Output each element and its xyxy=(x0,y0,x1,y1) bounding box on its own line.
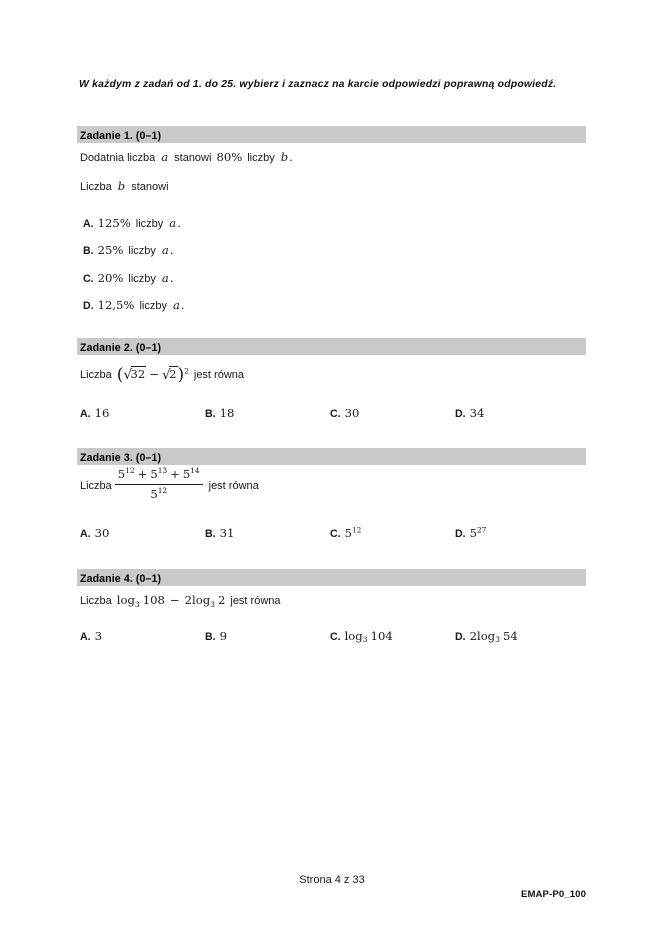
task-1-option-c[interactable] xyxy=(80,271,586,285)
task-3-options xyxy=(80,526,586,542)
sqrt-2: √2 xyxy=(162,366,177,383)
task-1-title: Zadanie 1. (0–1) xyxy=(80,129,162,142)
task-2-option-c[interactable] xyxy=(330,406,359,420)
task-3-option-c[interactable] xyxy=(330,526,361,540)
task-1-stem-period: . xyxy=(289,149,293,164)
task-2-stem-tail: jest równa xyxy=(193,369,245,382)
option-letter: D. xyxy=(455,528,466,541)
task-1-stem-lead: Dodatnia liczba xyxy=(80,151,156,164)
option-letter: B. xyxy=(205,630,216,643)
option-value: 3 xyxy=(94,628,102,643)
minus-operator: − xyxy=(149,367,160,382)
task-2-title: Zadanie 2. (0–1) xyxy=(80,342,162,355)
task-4-option-b[interactable] xyxy=(205,629,227,643)
option-letter: C. xyxy=(330,407,341,420)
option-tail: liczby xyxy=(135,217,164,230)
option-value: 30 xyxy=(94,526,110,541)
open-paren: ( xyxy=(116,365,124,386)
option-period: . xyxy=(180,298,185,313)
task-2-options xyxy=(80,406,586,422)
option-value: 16 xyxy=(94,405,110,420)
footer-page-number: Strona 4 z 33 xyxy=(299,874,365,886)
option-value: 30 xyxy=(344,405,360,420)
minus-operator: − xyxy=(169,593,180,608)
instruction-text: W każdym z zadań od 1. do 25. wybierz i zaznacz na karcie odpowiedzi poprawną odpowiedź. xyxy=(79,79,557,90)
option-log: $\log_3 104$ xyxy=(344,628,393,645)
task-1-variable-a: a xyxy=(161,149,169,164)
task-1-stem-mid: stanowi xyxy=(174,151,212,164)
option-exponent: 12 xyxy=(351,525,362,535)
task-1-stem2-variable: b xyxy=(117,179,126,194)
task-1-stem-line2 xyxy=(80,178,586,196)
option-period: . xyxy=(169,270,174,285)
option-letter: B. xyxy=(205,528,216,541)
task-1-body xyxy=(77,143,586,313)
option-letter: A. xyxy=(80,407,91,420)
task-4-options xyxy=(80,629,586,645)
option-letter: D. xyxy=(455,630,466,643)
task-4-stem xyxy=(80,592,586,610)
task-1-header-bar xyxy=(77,126,586,143)
task-2-body xyxy=(77,355,586,422)
task-1-option-d[interactable] xyxy=(80,298,586,312)
task-4-option-d[interactable] xyxy=(455,629,518,643)
option-log: $2\log_3$ 54 xyxy=(469,628,518,645)
log-term-2: $2\log_3$ 2 xyxy=(184,593,226,609)
option-tail: liczby xyxy=(139,300,167,313)
task-4-option-a[interactable] xyxy=(80,629,102,643)
option-value: 125% xyxy=(97,215,131,230)
task-2 xyxy=(77,338,586,422)
task-4-body xyxy=(77,586,586,645)
option-period: . xyxy=(169,243,174,258)
option-letter: D. xyxy=(83,300,94,313)
task-1-option-a[interactable] xyxy=(80,216,586,230)
task-2-option-d[interactable] xyxy=(455,406,484,420)
task-3-body xyxy=(77,465,586,543)
close-paren: ) xyxy=(177,365,185,386)
option-letter: C. xyxy=(83,272,94,285)
task-2-option-a[interactable] xyxy=(80,406,109,420)
option-value: 5 xyxy=(344,526,352,541)
task-3-stem-tail: jest równa xyxy=(208,479,259,492)
task-2-option-b[interactable] xyxy=(205,406,234,420)
task-3 xyxy=(77,448,586,543)
option-variable: a xyxy=(169,215,177,230)
option-value: 25% xyxy=(97,243,124,258)
option-value: 20% xyxy=(97,270,124,285)
task-4-stem-lead: Liczba xyxy=(80,595,112,608)
option-value: 31 xyxy=(219,526,235,541)
option-tail: liczby xyxy=(128,245,156,258)
task-3-header-bar xyxy=(77,448,586,465)
option-value: 5 xyxy=(469,526,477,541)
option-letter: A. xyxy=(80,528,91,541)
task-3-option-b[interactable] xyxy=(205,526,234,540)
task-4 xyxy=(77,569,586,645)
option-variable: a xyxy=(161,243,169,258)
option-variable: a xyxy=(161,270,169,285)
task-3-stem xyxy=(80,467,586,505)
option-value: 18 xyxy=(219,405,235,420)
task-1-option-b[interactable] xyxy=(80,243,586,257)
footer-exam-code: EMAP-P0_100 xyxy=(520,889,586,900)
task-4-option-c[interactable] xyxy=(330,629,393,643)
option-letter: C. xyxy=(330,528,341,541)
exponent: 2 xyxy=(184,366,189,376)
task-1-stem-of: liczby xyxy=(247,151,275,164)
option-value: 34 xyxy=(469,405,485,420)
log-term-1: $\log_3 108$ xyxy=(116,593,165,609)
task-1-percent: 80% xyxy=(216,149,243,164)
task-1-stem xyxy=(80,149,586,167)
task-4-header-bar xyxy=(77,569,586,586)
option-value: 9 xyxy=(219,628,227,643)
fraction-denominator: $5^{12}$ xyxy=(150,486,168,501)
option-letter: A. xyxy=(80,630,91,643)
sqrt-32: √32 xyxy=(123,366,146,383)
task-1 xyxy=(77,126,586,313)
option-letter: B. xyxy=(83,245,94,258)
fraction-numerator: $5^{12} + 5^{13} + 5^{14}$ xyxy=(115,466,203,485)
option-value: 12,5% xyxy=(97,298,135,313)
option-variable: a xyxy=(172,298,180,313)
task-3-stem-lead: Liczba xyxy=(80,479,112,492)
task-3-option-d[interactable] xyxy=(455,526,486,540)
task-3-title: Zadanie 3. (0–1) xyxy=(80,451,162,464)
task-4-stem-tail: jest równa xyxy=(230,595,281,608)
option-exponent: 27 xyxy=(476,525,487,535)
fraction-expression xyxy=(115,466,203,504)
task-3-option-a[interactable] xyxy=(80,526,109,540)
task-2-stem-lead: Liczba xyxy=(80,369,112,382)
option-letter: A. xyxy=(83,217,94,230)
task-4-title: Zadanie 4. (0–1) xyxy=(80,573,162,586)
content-column xyxy=(77,78,586,645)
option-tail: liczby xyxy=(128,272,156,285)
task-1-stem2-lead: Liczba xyxy=(80,181,112,194)
task-1-stem2-tail: stanowi xyxy=(131,181,169,194)
option-letter: B. xyxy=(205,407,216,420)
option-letter: C. xyxy=(330,630,341,643)
task-1-variable-b: b xyxy=(280,149,289,164)
option-period: . xyxy=(177,215,181,230)
task-2-stem xyxy=(80,361,586,387)
option-letter: D. xyxy=(455,407,466,420)
task-1-options xyxy=(80,216,586,313)
task-2-header-bar xyxy=(77,338,586,355)
